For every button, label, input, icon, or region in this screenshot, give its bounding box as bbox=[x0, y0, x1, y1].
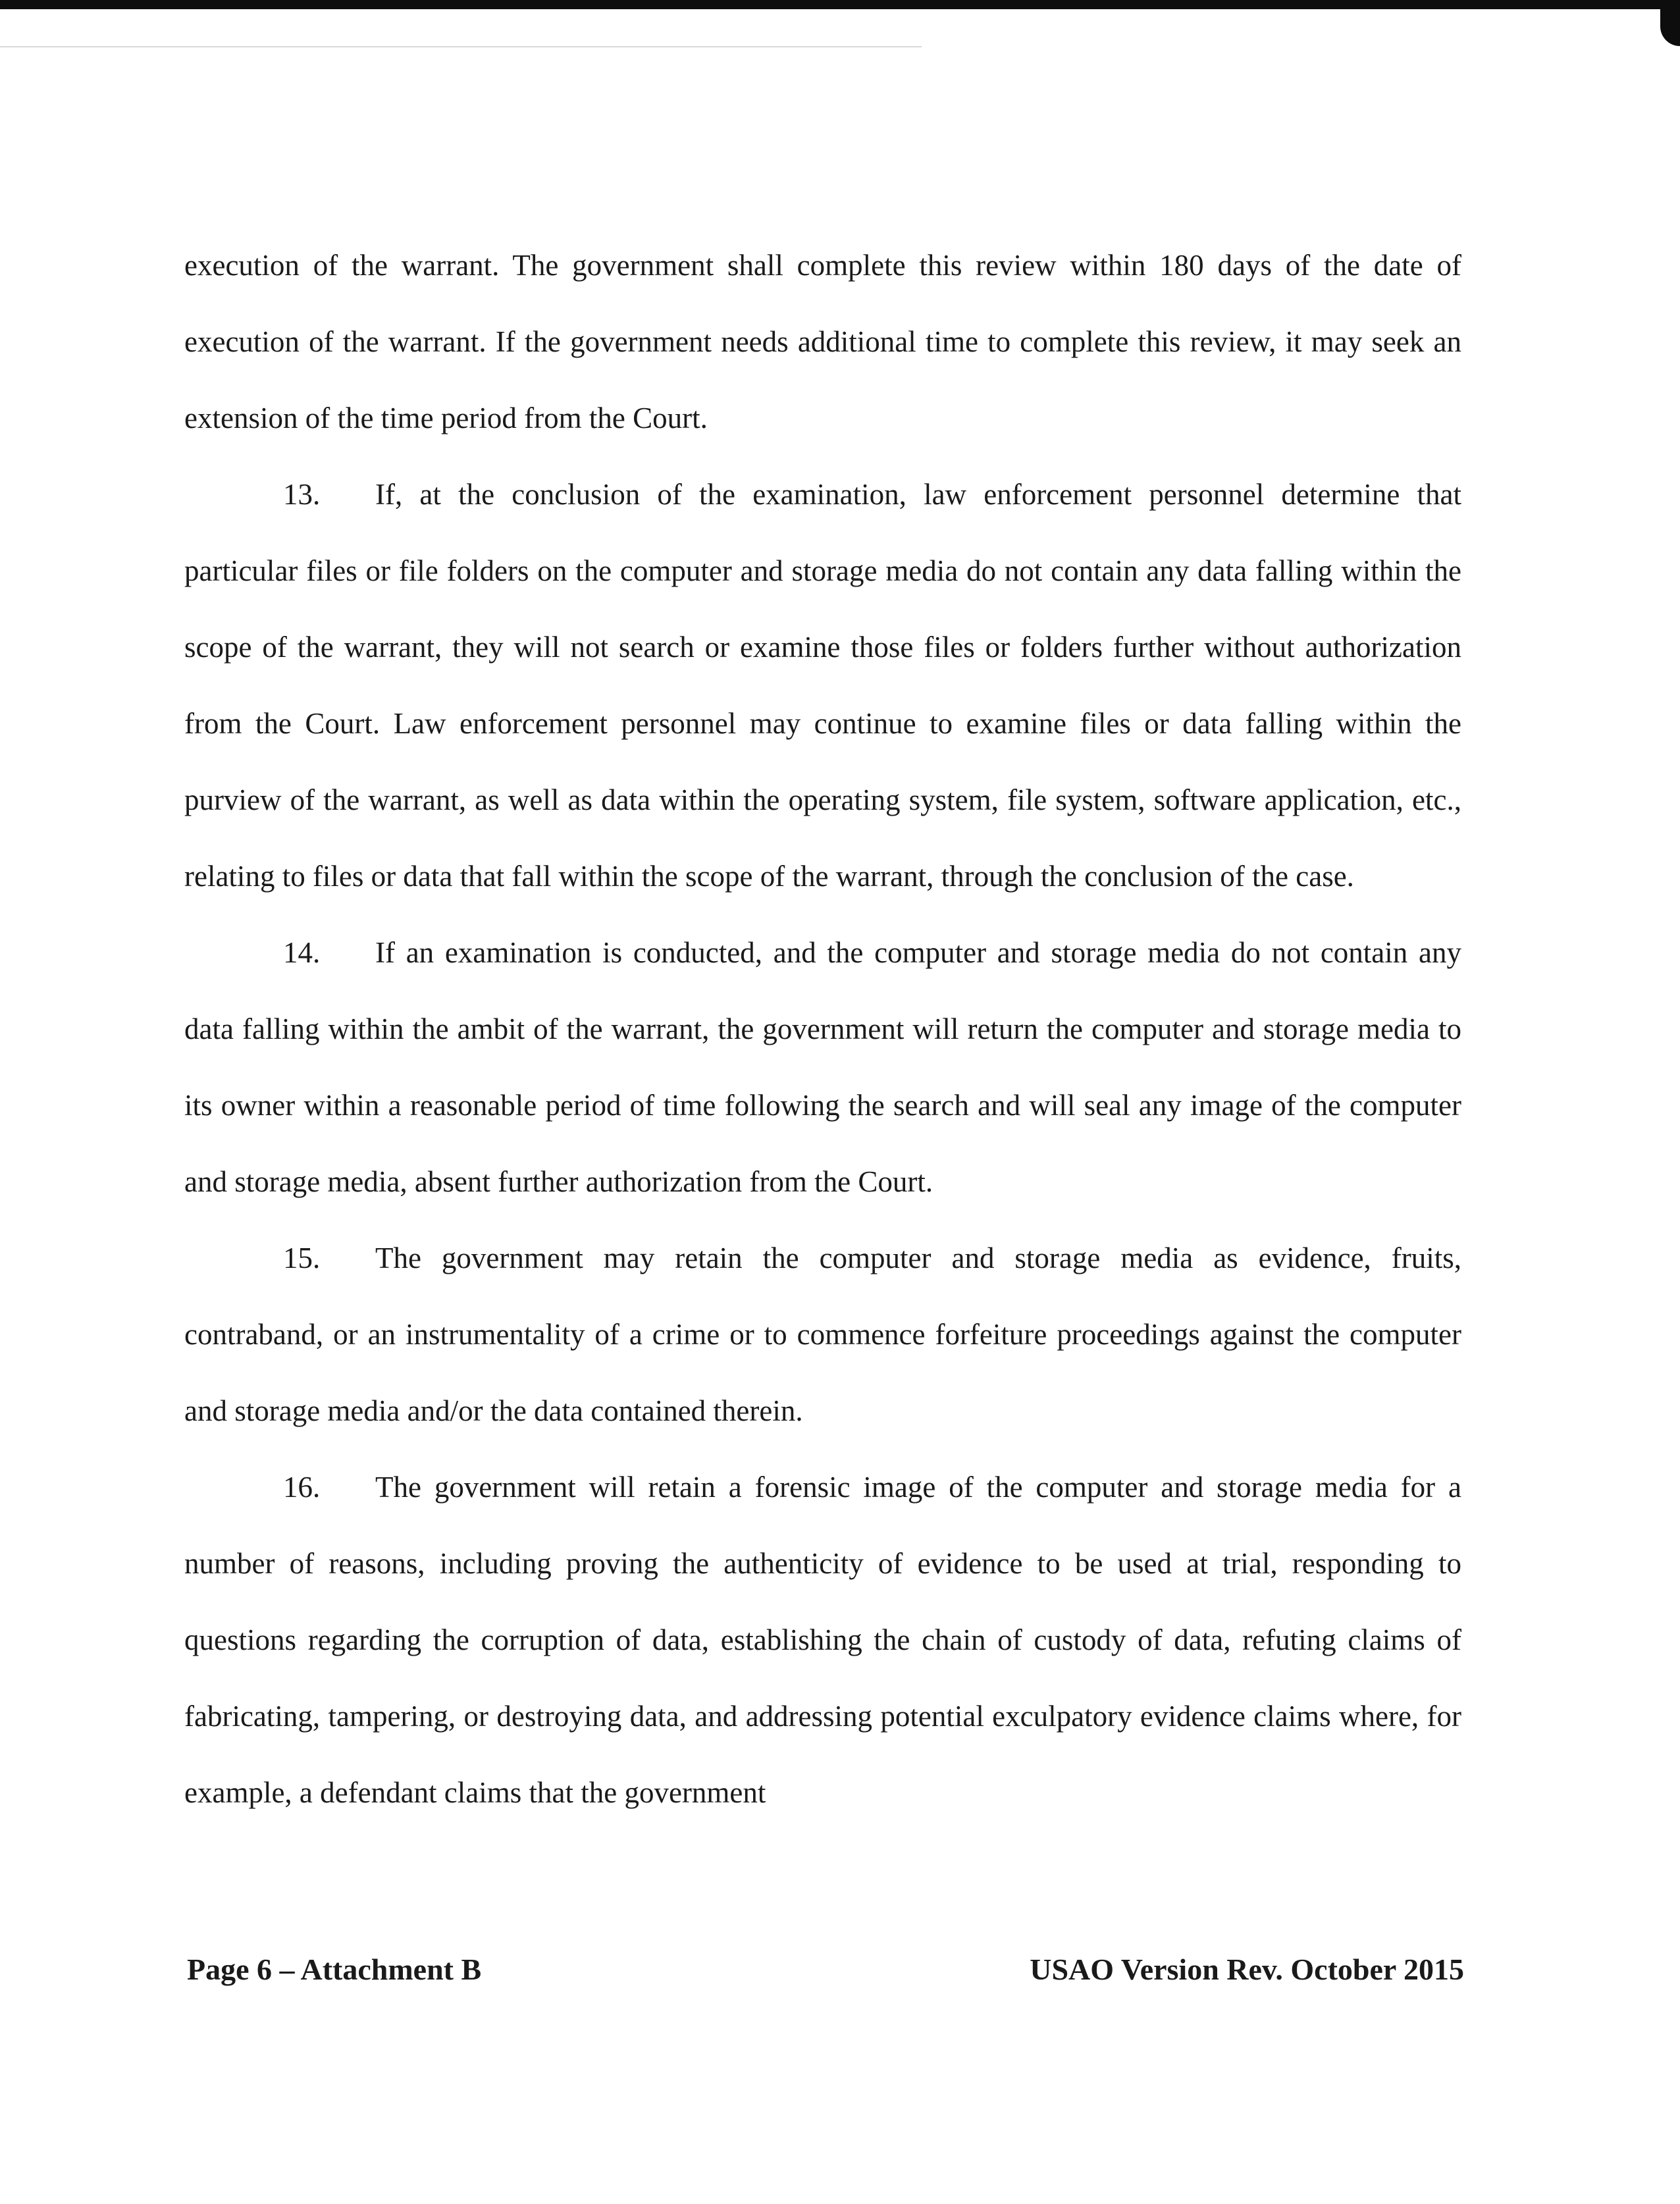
continuation-paragraph: execution of the warrant. The government shall complete this review within 180 days of the date of execution of the warrant. If the government needs additional time to complete this review, it may seek an extension of the time period from the Court. bbox=[184, 249, 1461, 434]
scan-artifact-line bbox=[0, 46, 922, 47]
footer-page-label: Page 6 – Attachment B bbox=[187, 1953, 482, 1986]
document-body bbox=[184, 227, 1461, 1831]
paragraph-15 bbox=[184, 1220, 1461, 1449]
paragraph-number: 14. bbox=[283, 936, 321, 969]
paragraph-number: 15. bbox=[283, 1242, 321, 1274]
page-footer bbox=[187, 1952, 1464, 1987]
paragraph-number: 16. bbox=[283, 1471, 321, 1504]
paragraph-text: If an examination is conducted, and the computer and storage media do not contain any data falling within the ambit of the warrant, the government will return the computer and storage media to its owner within a reasonable period of time following the search and will seal any image of the computer and storage media, absent further authorization from the Court. bbox=[184, 936, 1461, 1198]
paragraph-14 bbox=[184, 914, 1461, 1220]
scan-corner bbox=[1660, 0, 1680, 46]
paragraph-text: The government will retain a forensic image of the computer and storage media for a number of reasons, including proving the authenticity of evidence to be used at trial, responding to questions regarding the corruption of data, establishing the chain of custody of data, refuting claims of fabricating, tampering, or destroying data, and addressing potential exculpatory evidence claims where, for example, a defendant claims that the government bbox=[184, 1471, 1461, 1809]
paragraph-text: The government may retain the computer and storage media as evidence, fruits, contraband, or an instrumentality of a crime or to commence forfeiture proceedings against the computer and storage media and/or the data contained therein. bbox=[184, 1242, 1461, 1427]
scan-top-edge bbox=[0, 0, 1680, 9]
paragraph-13 bbox=[184, 456, 1461, 914]
paragraph-16 bbox=[184, 1449, 1461, 1831]
footer-version-label: USAO Version Rev. October 2015 bbox=[1030, 1953, 1464, 1986]
paragraph-text: If, at the conclusion of the examination, law enforcement personnel determine that particular files or file folders on the computer and storage media do not contain any data falling within the scope of the warrant, they will not search or examine those files or folders further without authorization from the Court. Law enforcement personnel may continue to examine files or data falling within the purview of the warrant, as well as data within the operating system, file system, software application, etc., relating to files or data that fall within the scope of the warrant, through the conclusion of the case. bbox=[184, 478, 1461, 893]
paragraph-number: 13. bbox=[283, 478, 321, 511]
